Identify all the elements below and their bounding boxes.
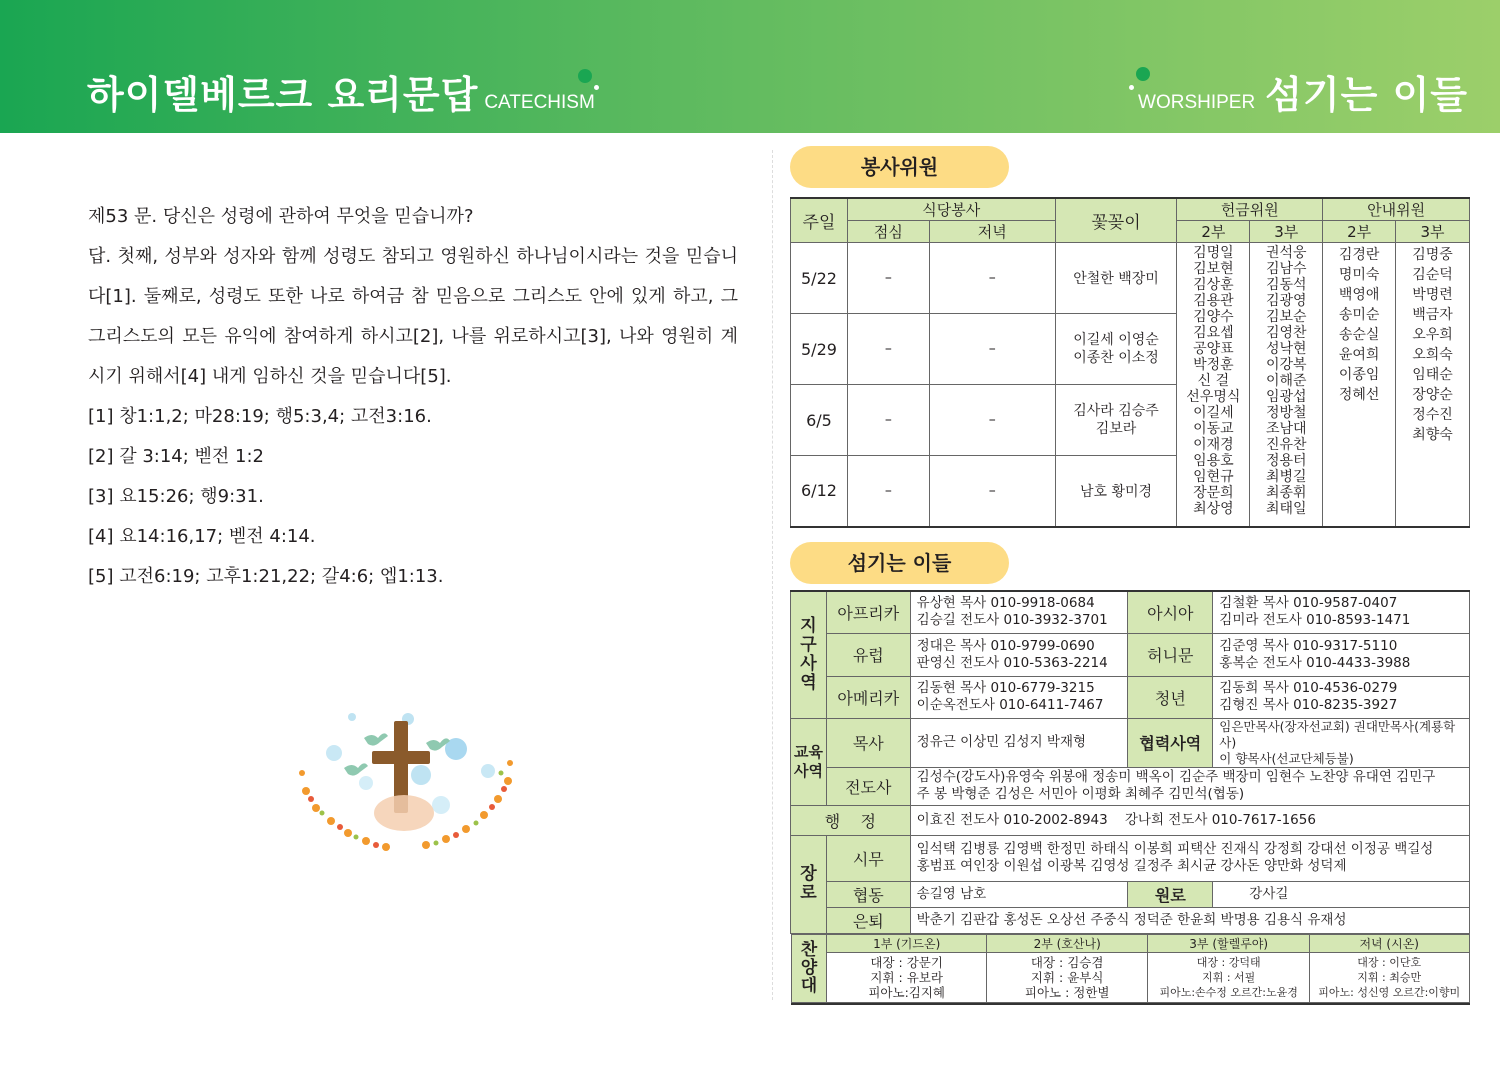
header-guide-2: 2부 <box>1323 221 1396 243</box>
row-date: 6/5 <box>791 385 848 456</box>
asia-label: 아시아 <box>1128 591 1213 633</box>
america-label: 아메리카 <box>826 676 910 718</box>
header-dinner: 저녁 <box>929 221 1055 243</box>
active-elders-names: 임석택 김병룡 김영백 한정민 하태식 이봉희 피택산 진재식 강정희 강대선 이정공 백길성 홍범표 여인장 이원섭 이광복 김영성 길정주 최시균 강사돈 양만화 성덕제 <box>910 835 1469 881</box>
pastor-label: 목사 <box>826 718 910 767</box>
choir-1-name: 1부 (기드온) <box>827 934 987 952</box>
header-guide: 안내위원 <box>1323 198 1470 221</box>
row-dinner: – <box>929 456 1055 527</box>
white-dot-icon <box>594 85 599 90</box>
assoc-elders-names: 송길영 남호 <box>910 881 1128 907</box>
evangelist-label: 전도사 <box>826 767 910 805</box>
catechism-header <box>87 64 595 119</box>
reference-4: [4] 요14:16,17; 벧전 4:14. <box>88 526 316 547</box>
choir-2-info: 대장 : 김승겸 지휘 : 윤부식 피아노 : 정한별 <box>986 952 1148 1002</box>
worshiper-subtitle: WORSHIPER <box>1138 92 1256 113</box>
choir-table <box>791 934 1470 1003</box>
row-flower: 안철한 백장미 <box>1055 243 1177 314</box>
emeritus-label: 원로 <box>1128 881 1213 907</box>
catechism-content <box>88 197 738 597</box>
hunimun-label: 허니문 <box>1128 633 1213 676</box>
volunteers-pill: 봉사위원 <box>790 146 1009 188</box>
servers-pill: 섬기는 이들 <box>790 542 1009 584</box>
reference-2: [2] 갈 3:14; 벧전 1:2 <box>88 446 265 467</box>
reference-3: [3] 요15:26; 행9:31. <box>88 486 264 507</box>
america-contacts: 김동현 목사 010-6779-3215 이순옥전도사 010-6411-7467 <box>910 676 1128 718</box>
header-offering-2: 2부 <box>1177 221 1250 243</box>
retired-elders-names: 박춘기 김판갑 홍성돈 오상선 주중식 정덕준 한윤희 박명용 김용식 유재성 <box>910 907 1469 933</box>
choir-4-name: 저녁 (시온) <box>1309 934 1469 952</box>
retired-elders-label: 은퇴 <box>826 907 910 933</box>
worshiper-header <box>1138 64 1468 119</box>
servers-table <box>790 590 1470 1005</box>
europe-contacts: 정대은 목사 010-9799-0690 판영신 전도사 010-5363-2214 <box>910 633 1128 676</box>
offering-2-list: 김명일 김보현 김상훈 김용관 김양수 김요셉 공양표 박정훈 신 걸 선우명식 이길세 이동교 이재경 임용호 임현규 장문희 최상영 <box>1177 243 1250 527</box>
offering-3-list: 권석웅 김남수 김동석 김광영 김보순 김영찬 성낙현 이강복 이해준 임광섭 정방철 조남대 진유찬 정용터 최병길 최종휘 최태일 <box>1250 243 1323 527</box>
emeritus-names: 강사길 <box>1213 881 1470 907</box>
row-flower: 김사라 김승주 김보라 <box>1055 385 1177 456</box>
header-offering-3: 3부 <box>1250 221 1323 243</box>
row-flower: 이길세 이영순 이종찬 이소정 <box>1055 314 1177 385</box>
row-date: 5/22 <box>791 243 848 314</box>
regional-label <box>791 591 827 718</box>
choir-label: 찬 양 대 <box>791 934 827 1002</box>
page-divider <box>772 150 773 1000</box>
row-lunch: – <box>847 456 929 527</box>
asia-contacts: 김철환 목사 010-9587-0407 김미라 전도사 010-8593-1471 <box>1213 591 1470 633</box>
choir-3-name: 3부 (할렐루야) <box>1148 934 1310 952</box>
catechism-answer: 답. 첫째, 성부와 성자와 함께 성령도 참되고 영원하신 하나님이시라는 것을 믿습니다[1]. 둘째로, 성령도 또한 나로 하여금 참 믿음으로 그리스도 안에 있게 하고, 그 그리스도의 모든 유익에 참여하게 하시고[2], 나를 위로하시고[3], 나와 영원히 계시기 위해서[4] 내게 임하신 것을 믿습니다[5]. <box>88 246 738 387</box>
youth-label: 청년 <box>1128 676 1213 718</box>
guide-2-list: 김경란 명미숙 백영애 송미순 송순실 윤여희 이종임 정혜선 <box>1323 243 1396 527</box>
header-lunch: 점심 <box>847 221 929 243</box>
elders-label: 장 로 <box>791 835 827 933</box>
header-date: 주일 <box>791 198 848 243</box>
youth-contacts: 김동희 목사 010-4536-0279 김형진 목사 010-8235-3927 <box>1213 676 1470 718</box>
catechism-question: 제53 문. 당신은 성령에 관하여 무엇을 믿습니까? <box>88 206 474 227</box>
hunimun-contacts: 김준영 목사 010-9317-5110 홍복순 전도사 010-4433-3988 <box>1213 633 1470 676</box>
catechism-title: 하이델베르크 요리문답 <box>87 73 479 117</box>
guide-3-list: 김명중 김순덕 박명련 백금자 오우희 오희숙 임태순 장양순 정수진 최향숙 <box>1396 243 1470 527</box>
admin-label: 행 정 <box>791 805 911 835</box>
choir-2-name: 2부 (호산나) <box>986 934 1148 952</box>
row-dinner: – <box>929 385 1055 456</box>
row-dinner: – <box>929 243 1055 314</box>
row-date: 6/12 <box>791 456 848 527</box>
europe-label: 유럽 <box>826 633 910 676</box>
header-meal: 식당봉사 <box>847 198 1055 221</box>
admin-contacts: 이효진 전도사 010-2002-8943 강나희 전도사 010-7617-1656 <box>910 805 1469 835</box>
coop-names: 임은만목사(장자선교회) 권대만목사(계룡학사) 이 향목사(선교단체등불) <box>1213 718 1470 767</box>
regional-text: 지구사역 <box>800 615 817 693</box>
row-lunch: – <box>847 243 929 314</box>
pastor-names: 정유근 이상민 김성지 박재형 <box>910 718 1128 767</box>
reference-5: [5] 고전6:19; 고후1:21,22; 갈4:6; 엡1:13. <box>88 566 444 587</box>
africa-contacts: 유상현 목사 010-9918-0684 김승길 전도사 010-3932-3701 <box>910 591 1128 633</box>
africa-label: 아프리카 <box>826 591 910 633</box>
green-dot-icon <box>578 69 592 83</box>
active-elders-label: 시무 <box>826 835 910 881</box>
volunteers-table <box>790 197 1470 528</box>
choir-1-info: 대장 : 강문기 지휘 : 유보라 피아노:김지혜 <box>827 952 987 1002</box>
cross-illustration <box>296 713 521 863</box>
choir-4-info: 대장 : 이단호 지휘 : 최승만 피아노: 성신영 오르간:이향미 <box>1309 952 1469 1002</box>
evangelist-names: 김성수(강도사)유영숙 위봉애 정송미 백옥이 김순주 백장미 임현수 노찬양 유대연 김민구 주 봉 박형준 김성은 서민아 이평화 최혜주 김민석(협동) <box>910 767 1469 805</box>
row-date: 5/29 <box>791 314 848 385</box>
worshiper-title: 섬기는 이들 <box>1265 73 1468 117</box>
education-label: 교육 사역 <box>791 718 827 805</box>
catechism-subtitle: CATECHISM <box>484 92 595 113</box>
row-flower: 남호 황미경 <box>1055 456 1177 527</box>
page-header <box>0 0 1500 133</box>
reference-1: [1] 창1:1,2; 마28:19; 행5:3,4; 고전3:16. <box>88 406 432 427</box>
choir-3-info: 대장 : 강덕태 지휘 : 서필 피아노:손수정 오르간:노윤경 <box>1148 952 1310 1002</box>
coop-label: 협력사역 <box>1128 718 1213 767</box>
assoc-elders-label: 협동 <box>826 881 910 907</box>
row-lunch: – <box>847 314 929 385</box>
header-guide-3: 3부 <box>1396 221 1470 243</box>
row-lunch: – <box>847 385 929 456</box>
header-offering: 헌금위원 <box>1177 198 1323 221</box>
row-dinner: – <box>929 314 1055 385</box>
header-flower: 꽃꽂이 <box>1055 198 1177 243</box>
white-dot-icon <box>1129 85 1134 90</box>
